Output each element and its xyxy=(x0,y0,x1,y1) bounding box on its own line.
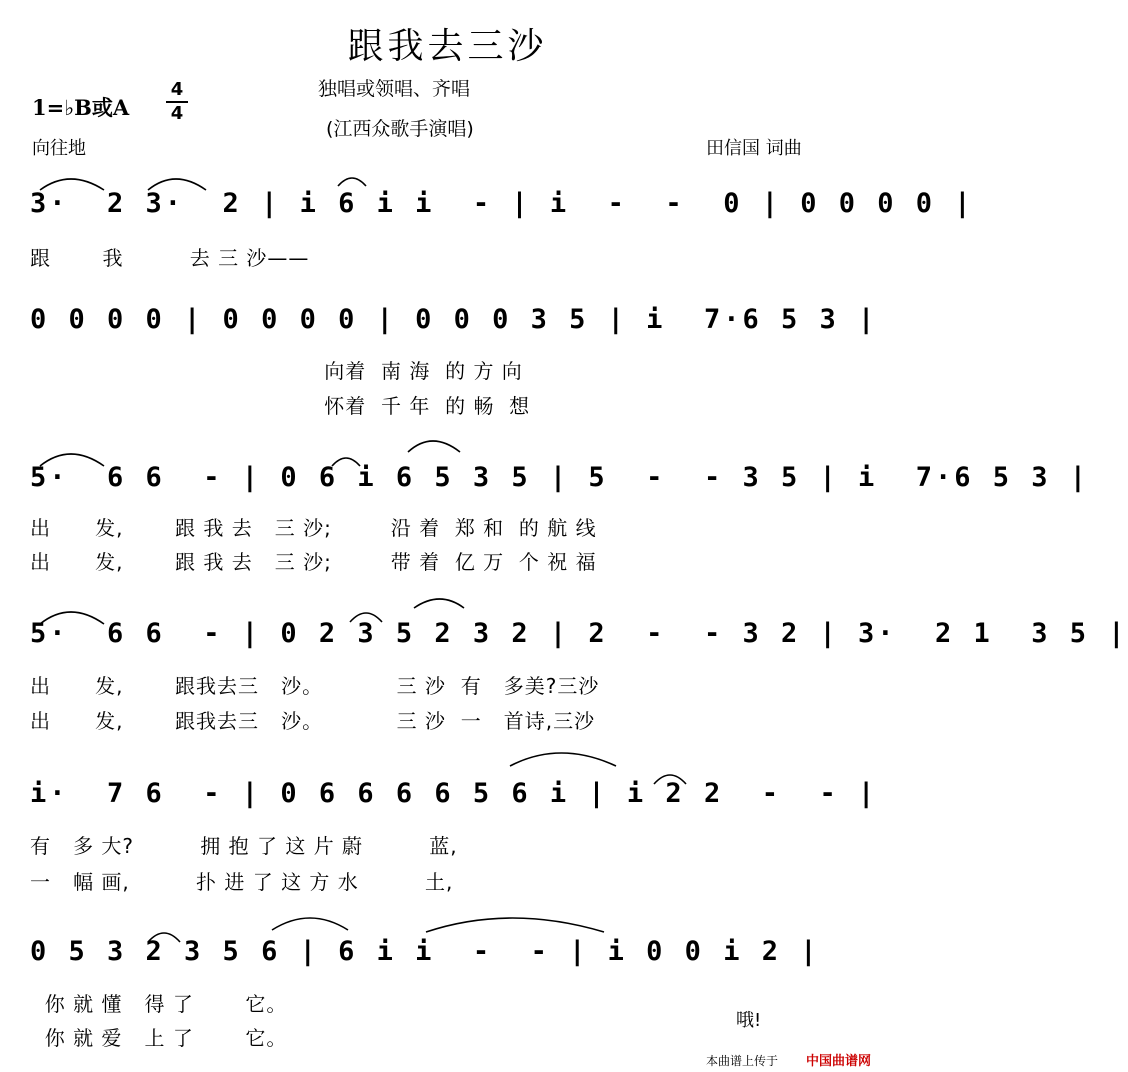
time-signature-top: 4 xyxy=(170,79,184,100)
lyric-line: 出 发, 跟我去三 沙。 三 沙 有 多美?三沙 xyxy=(30,674,600,698)
time-signature-bottom: 4 xyxy=(170,103,184,124)
lyric-line: 有 多 大? 拥 抱 了 这 片 蔚 蓝, xyxy=(30,834,458,858)
lyric-line: 向着 南 海 的 方 向 xyxy=(30,359,523,383)
lyric-line: 出 发, 跟 我 去 三 沙; 沿 着 郑 和 的 航 线 xyxy=(30,516,597,540)
footer-upload-note: 本曲谱上传于 xyxy=(706,1054,779,1068)
site-logo[interactable]: 中国曲谱网 xyxy=(806,1054,872,1069)
performer-note: (江西众歌手演唱) xyxy=(326,118,474,140)
lyric-line: 你 就 懂 得 了 它。 xyxy=(30,992,288,1016)
subtitle: 独唱或领唱、齐唱 xyxy=(318,78,471,100)
notation-line: 0 5 3 2 3 5 6 | 6 i i - - | i 0 0 i 2 | xyxy=(30,936,820,967)
lyric-line: 跟 我 去 三 沙—— xyxy=(30,246,310,270)
lyric-line: 出 发, 跟 我 去 三 沙; 带 着 亿 万 个 祝 福 xyxy=(30,550,597,574)
notation-system-3 xyxy=(22,448,1090,512)
lyric-line: 一 幅 画, 扑 进 了 这 方 水 土, xyxy=(30,870,454,894)
notation-system-5 xyxy=(22,764,878,828)
notation-line: 0 0 0 0 | 0 0 0 0 | 0 0 0 3 5 | i 7·6 5 3 | xyxy=(30,304,878,335)
lyric-line: 你 就 爱 上 了 它。 xyxy=(30,1026,288,1050)
ending-word: 哦! xyxy=(736,1010,762,1031)
notation-system-1 xyxy=(22,174,974,238)
credit: 田信国 词曲 xyxy=(706,138,802,159)
notation-line: 5· 6 6 - | 0 6 i 6 5 3 5 | 5 - - 3 5 | i 7·6 5 3 | xyxy=(30,462,1090,493)
notation-system-6 xyxy=(22,922,864,986)
notation-line: 3· 2 3· 2 | i 6 i i - | i - - 0 | 0 0 0 0 | xyxy=(30,188,974,219)
lyric-line: 怀着 千 年 的 畅 想 xyxy=(30,394,531,418)
page-title: 跟我去三沙 xyxy=(347,26,548,67)
tempo-marking: 向往地 xyxy=(32,138,86,159)
notation-system-4 xyxy=(22,604,1128,668)
notation-system-2 xyxy=(22,290,878,354)
time-signature xyxy=(166,80,188,124)
notation-line: 5· 6 6 - | 0 2 3 5 2 3 2 | 2 - - 3 2 | 3· 2 1 3 5 | xyxy=(30,618,1128,649)
lyric-line: 出 发, 跟我去三 沙。 三 沙 一 首诗,三沙 xyxy=(30,709,596,733)
notation-line: i· 7 6 - | 0 6 6 6 6 5 6 i | i 2 2 - - | xyxy=(30,778,878,809)
key-signature: 1=♭B或A xyxy=(32,95,130,120)
